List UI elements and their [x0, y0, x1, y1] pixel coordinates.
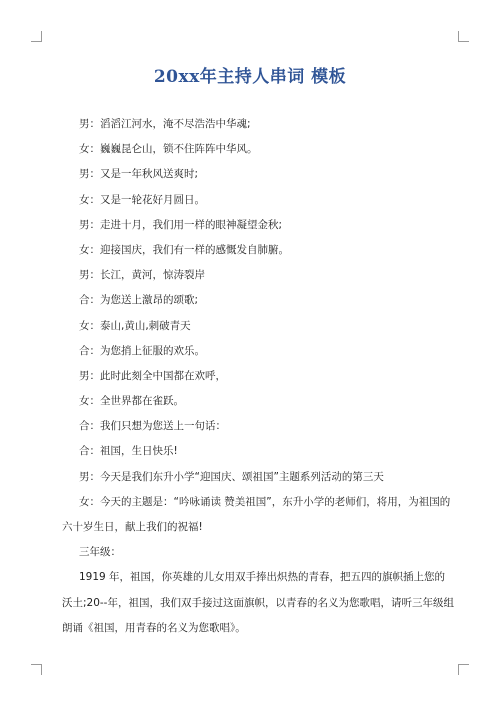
document-title — [0, 62, 500, 87]
title-year: 20xx — [153, 67, 200, 87]
paragraph-line: 三年级： — [79, 546, 121, 559]
paragraph-line: 男：今天是我们东升小学“迎国庆、颂祖国”主题系列活动的第三天 — [79, 470, 384, 483]
paragraph-line: 女：迎接国庆，我们有一样的感慨发自肺腑。 — [79, 243, 289, 256]
paragraph-line: 合：为您捎上征服的欢乐。 — [79, 344, 205, 357]
paragraph-line: 1919 年，祖国，你英雄的儿女用双手捧出炽热的青春，把五四的旗帜插上您的 — [79, 571, 446, 584]
paragraph-line: 合：祖国，生日快乐! — [79, 445, 178, 458]
title-text: 年主持人串词 模板 — [199, 67, 347, 87]
paragraph-line: 女：又是一轮花好月圆日。 — [79, 193, 205, 206]
crop-mark-bottom-left — [31, 664, 42, 675]
paragraph-line: 男：又是一年秋风送爽时; — [79, 168, 199, 181]
paragraph-line: 合：我们只想为您送上一句话： — [79, 420, 226, 433]
paragraph-line: 女：泰山,黄山,刺破青天 — [79, 319, 191, 332]
paragraph-line: 男：走进十月，我们用一样的眼神凝望金秋; — [79, 218, 283, 231]
paragraph-line: 男：长江，黄河，惊涛裂岸 — [79, 269, 205, 282]
paragraph-line: 男：滔滔江河水，淹不尽浩浩中华魂; — [79, 118, 251, 130]
paragraph-line: 男：此时此刻全中国都在欢呼， — [79, 369, 226, 382]
document-body — [62, 112, 454, 641]
paragraph-line: 女：巍巍昆仑山，锁不住阵阵中华风。 — [79, 143, 258, 156]
paragraph-line: 女：全世界都在雀跃。 — [79, 395, 184, 408]
crop-mark-top-right — [458, 31, 469, 42]
paragraph-line: 女：今天的主题是：“吟咏诵读 赞美祖国”，东升小学的老师们，将用，为祖国的 — [79, 495, 451, 508]
crop-mark-bottom-right — [458, 664, 469, 675]
paragraph-line: 六十岁生日，献上我们的祝福! — [62, 521, 203, 533]
crop-mark-top-left — [31, 31, 42, 42]
paragraph-line: 合：为您送上激昂的颂歌; — [79, 294, 199, 307]
paragraph-line: 朗诵《祖国，用青春的名义为您歌唱》。 — [62, 621, 246, 634]
paragraph-line: 沃土;20--年，祖国，我们双手接过这面旗帜，以青春的名义为您歌唱，请听三年级组 — [62, 596, 454, 609]
